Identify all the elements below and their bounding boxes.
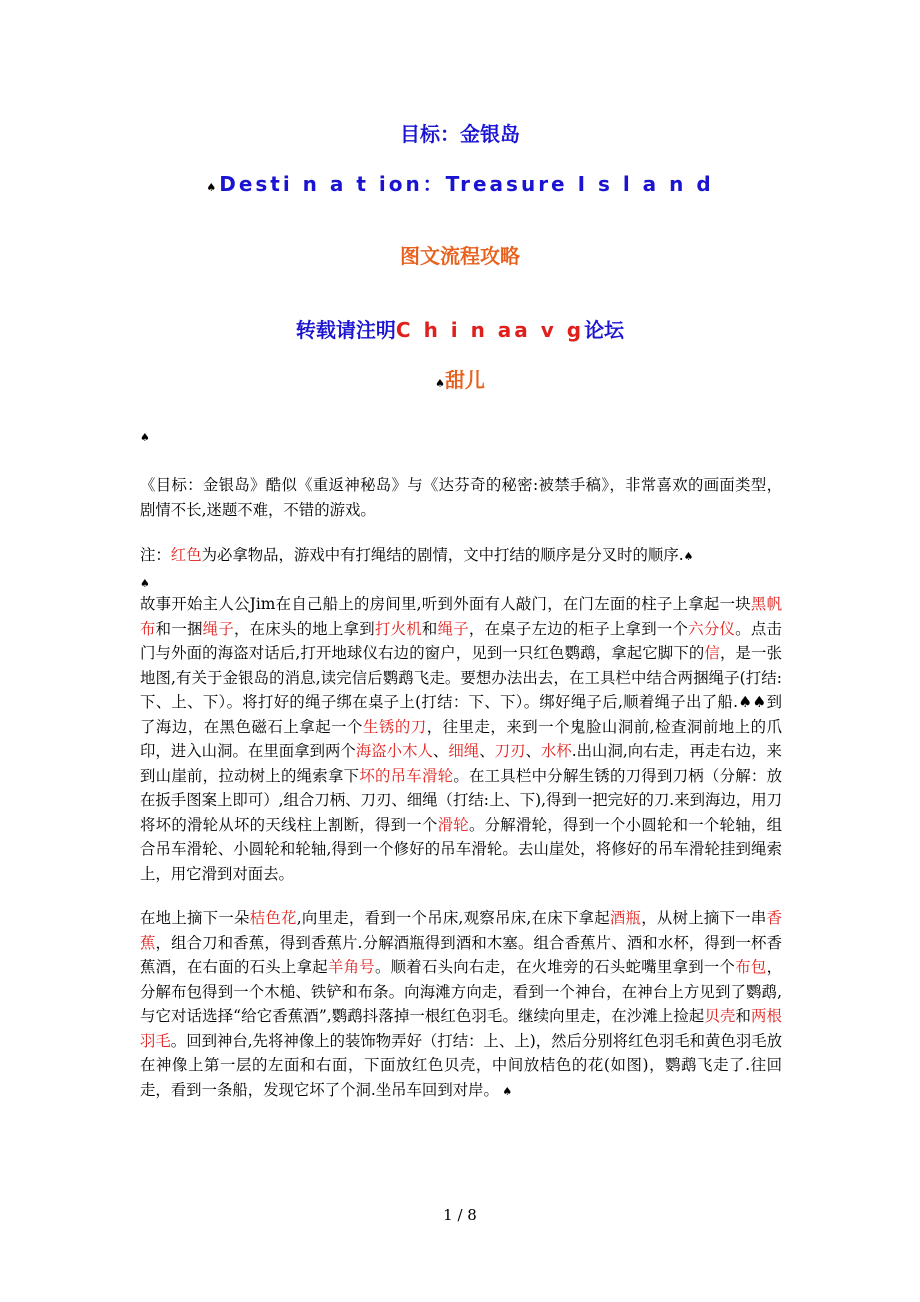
red-item: 六分仪 bbox=[688, 619, 736, 638]
repost-prefix: 转载请注明 bbox=[295, 318, 396, 342]
spade-icon: ♠ bbox=[140, 431, 150, 444]
red-item: 绳子 bbox=[202, 619, 234, 638]
story-paragraph-1 bbox=[140, 592, 782, 888]
red-item: 羊角号 bbox=[327, 958, 375, 976]
red-item: 绳子 bbox=[437, 619, 469, 638]
red-item: 两根羽毛 bbox=[140, 1007, 782, 1050]
title-en-text: Desti n a t ion：Treasure I s l a n d bbox=[219, 172, 714, 196]
red-item: 打火机 bbox=[374, 619, 422, 638]
story-text: 、 bbox=[432, 742, 449, 760]
red-item: 酒瓶 bbox=[609, 909, 642, 927]
note-rest: 为必拿物品，游戏中有打绳结的剧情，文中打结的顺序是分叉时的顺序. bbox=[201, 546, 684, 564]
story-text: .出山洞,向右走，再走右边，来到山崖前，拉动树上的绳索拿下 bbox=[140, 742, 782, 785]
story-text: ，是一张地图,有关于金银岛的消息,读完信后鹦鹉飞走。要想办法出去，在工具栏中结合两捆绳子(打结:下、上、下）。将打好的绳子绑在桌子上(打结：下、下）。绑好绳子后,顺着绳子出了船.♠♠到了海边，在黑色磁石上拿起一个 bbox=[140, 644, 782, 736]
story-text: 。在工具栏中分解生锈的刀得到刀柄（分解：放在扳手图案上即可）,组合刀柄、刀刃、细绳（打结:上、下),得到一把完好的刀.来到海边，用刀将坏的滑轮从坏的天线柱上割断，得到一个 bbox=[140, 766, 782, 834]
spade-icon: ♠ bbox=[206, 181, 220, 194]
title-en bbox=[0, 170, 920, 202]
note-paragraph bbox=[140, 543, 782, 596]
spade-icon: ♠ bbox=[140, 576, 150, 590]
red-item: 海盗小木人 bbox=[355, 742, 433, 760]
red-item: 细绳 bbox=[448, 742, 480, 760]
red-item: 生锈的刀 bbox=[362, 717, 427, 736]
repost-forum: C h i n aa v g bbox=[395, 318, 585, 342]
red-item: 滑轮 bbox=[437, 815, 469, 834]
story-text: 在地上摘下一朵 bbox=[140, 909, 250, 927]
story-text: 。顺着石头向右走，在火堆旁的石头蛇嘴里拿到一个 bbox=[374, 958, 736, 976]
red-item: 水杯 bbox=[540, 742, 572, 760]
red-item: 桔色花 bbox=[249, 909, 297, 927]
spade-icon: ♠ bbox=[498, 1084, 513, 1098]
red-item: 黑帆布 bbox=[140, 595, 782, 638]
author-name: 甜儿 bbox=[444, 368, 485, 392]
title-cn: 目标：金银岛 bbox=[400, 122, 520, 146]
story-text: ,向里走，看到一个吊床,观察吊床,在床下拿起 bbox=[296, 909, 610, 927]
spade-icon: ♠ bbox=[435, 377, 445, 390]
story-text: 和一捆 bbox=[155, 619, 203, 638]
intro-paragraph: 《目标：金银岛》酷似《重返神秘岛》与《达芬奇的秘密:被禁手稿》，非常喜欢的画面类型，剧情不长,迷题不难，不错的游戏。 bbox=[140, 476, 782, 519]
story-text: ，分解布包得到一个木槌、铁铲和布条。向海滩方向走，看到一个神台，在神台上方见到了鹦鹉,与它对话选择“给它香蕉酒”,鹦鹉抖落掉一根红色羽毛。继续向里走，在沙滩上捡起 bbox=[140, 958, 782, 1025]
repost-notice bbox=[0, 316, 920, 344]
story-text: 。点击门与外面的海盗对话后,打开地球仪右边的窗户，见到一只红色鹦鹉，拿起它脚下的 bbox=[140, 619, 782, 662]
spade-marker bbox=[140, 424, 782, 451]
note-prefix: 注： bbox=[140, 546, 171, 564]
red-item: 坏的吊车滑轮 bbox=[359, 766, 454, 785]
story-text: ，往里走，来到一个鬼脸山洞前,检查洞前地上的爪印，进入山洞。在里面拿到两个 bbox=[140, 717, 782, 760]
red-item: 贝壳 bbox=[704, 1007, 736, 1025]
spade-icon: ♠ bbox=[683, 550, 694, 563]
story-text: 。回到神台,先将神像上的装饰物弄好（打结：上、上)，然后分别将红色羽毛和黄色羽毛放在神像上第一层的左面和右面，下面放红色贝壳，中间放桔色的花(如图)，鹦鹉飞走了.往回走，看到一条船，发现它坏了个洞.坐吊车回到对岸。 bbox=[140, 1031, 782, 1099]
red-item: 信 bbox=[704, 644, 720, 662]
story-text: 、 bbox=[479, 742, 495, 760]
note-red: 红色 bbox=[170, 546, 202, 564]
subtitle: 图文流程攻略 bbox=[400, 244, 520, 268]
story-text: 和 bbox=[421, 619, 438, 638]
story-paragraph-2 bbox=[140, 906, 782, 1104]
story-text: 故事开始主人公Jim在自己船上的房间里,听到外面有人敲门，在门左面的柱子上拿起一块 bbox=[140, 595, 751, 613]
red-item: 刀刃 bbox=[494, 742, 526, 760]
repost-suffix: 论坛 bbox=[584, 318, 625, 342]
story-text: ，在桌子左边的柜子上拿到一个 bbox=[468, 619, 689, 638]
story-text: 和 bbox=[735, 1007, 752, 1025]
red-item: 香蕉 bbox=[140, 909, 782, 952]
red-item: 布包 bbox=[735, 958, 767, 976]
story-text: ，在床头的地上拿到 bbox=[233, 619, 375, 638]
story-text: ，组合刀和香蕉，得到香蕉片.分解酒瓶得到酒和木塞。组合香蕉片、酒和水杯，得到一杯香蕉酒，在右面的石头上拿起 bbox=[140, 933, 782, 976]
story-text: 。分解滑轮，得到一个小圆轮和一个轮轴，组合吊车滑轮、小圆轮和轮轴,得到一个修好的吊车滑轮。去山崖处，将修好的吊车滑轮挂到绳索上，用它滑到对面去。 bbox=[140, 815, 782, 883]
page-number: 1 / 8 bbox=[443, 1206, 477, 1224]
author bbox=[0, 366, 920, 398]
story-text: ，从树上摘下一串 bbox=[641, 909, 767, 927]
story-text: 、 bbox=[525, 742, 541, 760]
